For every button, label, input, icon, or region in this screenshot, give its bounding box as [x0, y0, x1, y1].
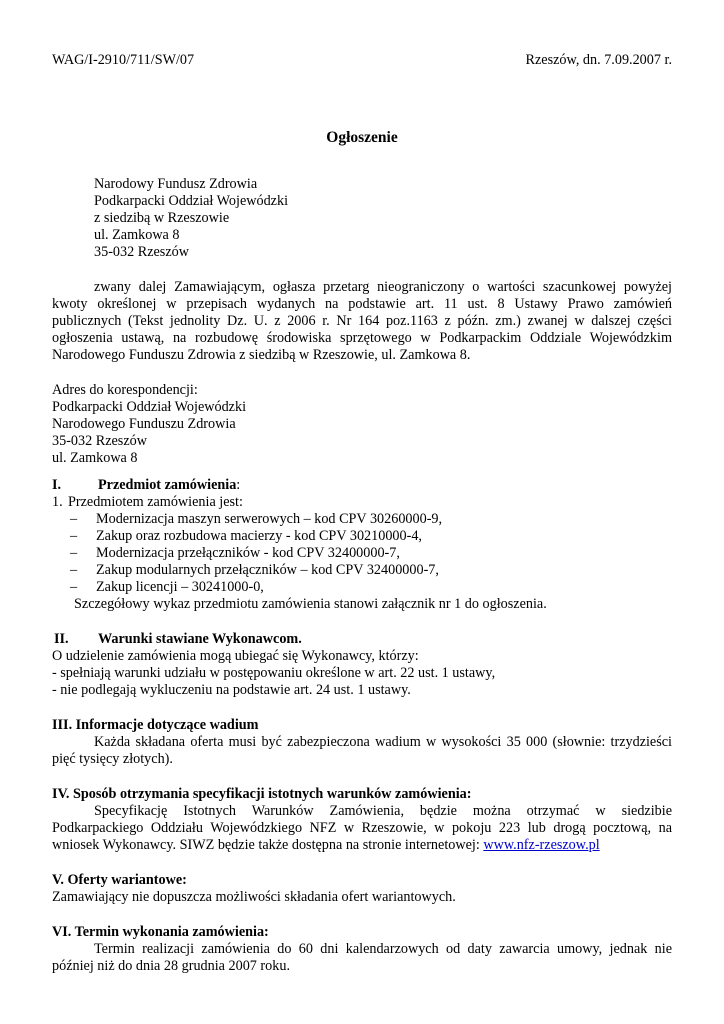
section-1-item-text: Przedmiotem zamówienia jest:: [68, 494, 243, 510]
section-2-line: - nie podlegają wykluczeniu na podstawie art. 24 ust. 1 ustawy.: [52, 682, 411, 698]
correspondence-line: ul. Zamkowa 8: [52, 450, 138, 466]
address-line: z siedzibą w Rzeszowie: [94, 210, 230, 226]
section-6-line: później niż do dnia 28 grudnia 2007 roku.: [52, 958, 290, 974]
section-4-line: Podkarpackiego Oddziału Wojewódzkiego NFZ w Rzeszowie, w pokoju 223 lub drogą pocztową, na: [52, 820, 672, 836]
section-1-item-number: 1.: [52, 494, 63, 510]
section-5-heading: V. Oferty wariantowe:: [52, 872, 187, 888]
correspondence-line: Podkarpacki Oddział Wojewódzki: [52, 399, 247, 415]
section-2-number: II.: [54, 631, 69, 647]
section-2-line: - spełniają warunki udziału w postępowaniu określone w art. 22 ust. 1 ustawy,: [52, 665, 496, 681]
dash-bullet: –: [70, 562, 78, 578]
intro-line: ogłoszenia ustawą, na rozbudowę środowiska sprzętowego w Podkarpackim Oddziale Wojewódzkim: [52, 330, 672, 346]
address-line: 35-032 Rzeszów: [94, 244, 189, 260]
section-3-line: Każda składana oferta musi być zabezpieczona wadium w wysokości 35 000 (słownie: trzydzieści: [94, 734, 672, 750]
section-3-heading: III. Informacje dotyczące wadium: [52, 717, 259, 733]
correspondence-line: Adres do korespondencji:: [52, 382, 198, 398]
section-6-line: Termin realizacji zamówienia do 60 dni kalendarzowych od daty zawarcia umowy, jednak nie: [94, 941, 672, 957]
section-1-item: [52, 494, 672, 511]
intro-line: kwoty określonej w przepisach wydanych na podstawie art. 11 ust. 8 Ustawy Prawo zamówień: [52, 296, 672, 312]
section-6-heading: VI. Termin wykonania zamówienia:: [52, 924, 269, 940]
address-line: Podkarpacki Oddział Wojewódzki: [94, 193, 289, 209]
intro-line: publicznych (Tekst jednolity Dz. U. z 2006 r. Nr 164 poz.1163 z późn. zm.) zwanej w dalszej części: [52, 313, 672, 329]
section-4-heading: IV. Sposób otrzymania specyfikacji istotnych warunków zamówienia:: [52, 786, 472, 802]
section-4-line: Specyfikację Istotnych Warunków Zamówienia, będzie można otrzymać w siedzibie: [94, 803, 672, 819]
address-line: ul. Zamkowa 8: [94, 227, 180, 243]
intro-line: Narodowego Funduszu Zdrowia z siedzibą w Rzeszowie, ul. Zamkowa 8.: [52, 347, 471, 363]
section-5-text: Zamawiający nie dopuszcza możliwości składania ofert wariantowych.: [52, 889, 456, 905]
website-link[interactable]: www.nfz-rzeszow.pl: [483, 837, 600, 853]
section-1-number: I.: [52, 477, 62, 493]
dash-bullet: –: [70, 511, 78, 527]
intro-line: zwany dalej Zamawiającym, ogłasza przetarg nieograniczony o wartości szacunkowej powyżej: [94, 279, 672, 295]
correspondence-line: Narodowego Funduszu Zdrowia: [52, 416, 236, 432]
section-2-line: O udzielenie zamówienia mogą ubiegać się Wykonawcy, którzy:: [52, 648, 419, 664]
dash-bullet: –: [70, 528, 78, 544]
section-1-note: Szczegółowy wykaz przedmiotu zamówienia stanowi załącznik nr 1 do ogłoszenia.: [74, 596, 547, 612]
section-2-title: Warunki stawiane Wykonawcom.: [98, 631, 302, 647]
address-line: Narodowy Fundusz Zdrowia: [94, 176, 258, 192]
section-1-heading: [52, 477, 672, 494]
dash-bullet: –: [70, 545, 78, 561]
header-place-date: Rzeszów, dn. 7.09.2007 r.: [525, 52, 672, 68]
section-1-title: Przedmiot zamówienia:: [98, 477, 241, 493]
dash-bullet: –: [70, 579, 78, 595]
page-title: Ogłoszenie: [326, 129, 398, 146]
correspondence-line: 35-032 Rzeszów: [52, 433, 147, 449]
section-3-line: pięć tysięcy złotych).: [52, 751, 173, 767]
header-ref: WAG/I-2910/711/SW/07: [52, 52, 195, 68]
section-4-line: wniosek Wykonawcy. SIWZ będzie także dostępna na stronie internetowej: www.nfz-rzeszow.pl: [52, 837, 600, 853]
